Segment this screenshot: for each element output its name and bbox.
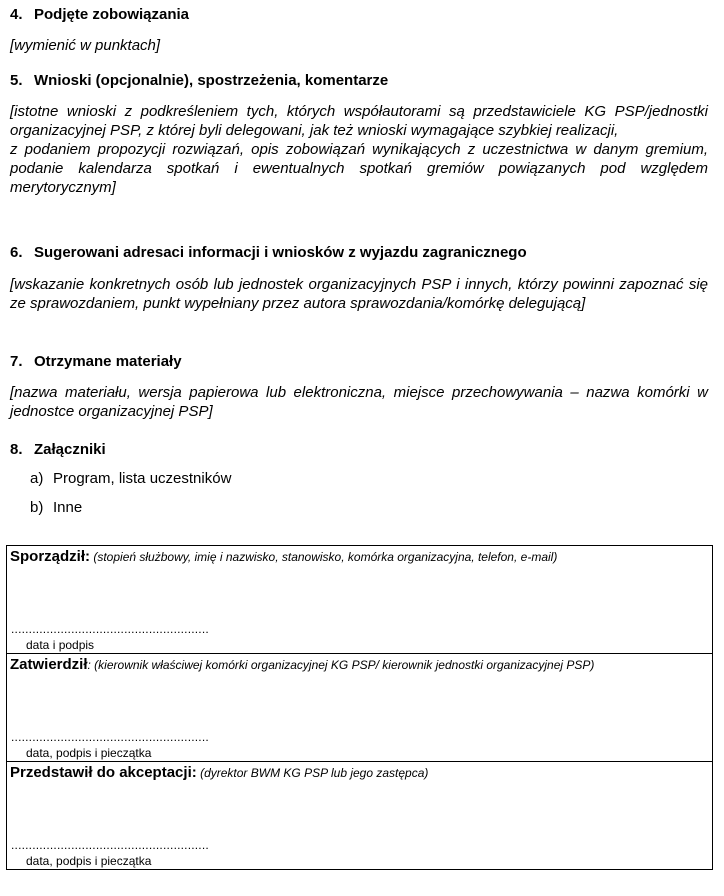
section-number: 4. <box>10 6 23 23</box>
signature-cell-approved-by[interactable] <box>7 654 713 762</box>
list-marker: b) <box>30 499 44 516</box>
signature-line: ........................................................ <box>11 838 209 852</box>
section-number: 5. <box>10 72 23 89</box>
signature-hint: (dyrektor BWM KG PSP lub jego zastępca) <box>196 766 429 780</box>
list-item-text: Inne <box>53 499 83 516</box>
list-item <box>30 499 82 516</box>
section-4-body <box>10 36 708 55</box>
table-row <box>7 546 713 654</box>
signature-label: Sporządził: <box>10 548 91 565</box>
section-paragraph: [nazwa materiału, wersja papierowa lub elektroniczna, miejsce przechowywania – nazwa komórki w jednostce organizacyjnej PSP] <box>10 384 708 420</box>
signature-line: ........................................................ <box>11 622 209 636</box>
section-4-heading <box>10 6 189 23</box>
section-number: 7. <box>10 353 23 370</box>
signature-line: ........................................................ <box>11 730 209 744</box>
signature-label: Przedstawił do akceptacji: <box>10 764 197 781</box>
section-6-body <box>10 275 708 313</box>
list-item-text: Program, lista uczestników <box>53 470 232 487</box>
section-6-heading <box>10 244 527 261</box>
section-paragraph: z podaniem propozycji rozwiązań, opis zobowiązań wynikających z uczestnictwa w danym gremium, podanie kalendarza spotkań i ewentualnych spotkań gremiów powiązanych pod względem merytorycznym] <box>10 141 708 196</box>
section-5-heading <box>10 72 388 89</box>
list-item <box>30 470 231 487</box>
section-title: Otrzymane materiały <box>34 353 182 370</box>
signature-caption: data, podpis i pieczątka <box>26 746 152 760</box>
section-8-heading <box>10 441 106 458</box>
signature-label: Zatwierdził <box>10 656 88 673</box>
section-title: Sugerowani adresaci informacji i wniosków z wyjazdu zagranicznego <box>34 244 527 261</box>
table-row <box>7 762 713 870</box>
table-row <box>7 654 713 762</box>
section-5-body <box>10 102 708 197</box>
section-number: 6. <box>10 244 23 261</box>
signature-cell-prepared-by[interactable] <box>7 546 713 654</box>
section-title: Podjęte zobowiązania <box>34 6 190 23</box>
list-marker: a) <box>30 470 44 487</box>
signature-cell-submitted-for-acceptance[interactable] <box>7 762 713 870</box>
signature-caption: data, podpis i pieczątka <box>26 854 152 868</box>
section-7-heading <box>10 353 182 370</box>
section-paragraph: [wskazanie konkretnych osób lub jednostek organizacyjnych PSP i innych, którzy powinni zapoznać się ze sprawozdaniem, punkt wypełniany przez autora sprawozdania/komórkę delegującą] <box>10 276 708 312</box>
section-number: 8. <box>10 441 23 458</box>
signature-hint: (stopień służbowy, imię i nazwisko, stanowisko, komórka organizacyjna, telefon, e-mail) <box>90 550 558 564</box>
section-paragraph: [wymienić w punktach] <box>10 37 161 54</box>
section-title: Załączniki <box>34 441 106 458</box>
signature-hint: : (kierownik właściwej komórki organizacyjnej KG PSP/ kierownik jednostki organizacyjnej PSP) <box>87 658 595 672</box>
signature-caption: data i podpis <box>26 638 95 652</box>
signature-table <box>6 545 713 870</box>
section-7-body <box>10 383 708 421</box>
section-paragraph: [istotne wnioski z podkreśleniem tych, których współautorami są przedstawiciele KG PSP/jednostki organizacyjnej PSP, z której byli delegowani, jak też wnioski wymagające szybkiej realizacji, <box>10 103 708 139</box>
section-title: Wnioski (opcjonalnie), spostrzeżenia, komentarze <box>34 72 389 89</box>
